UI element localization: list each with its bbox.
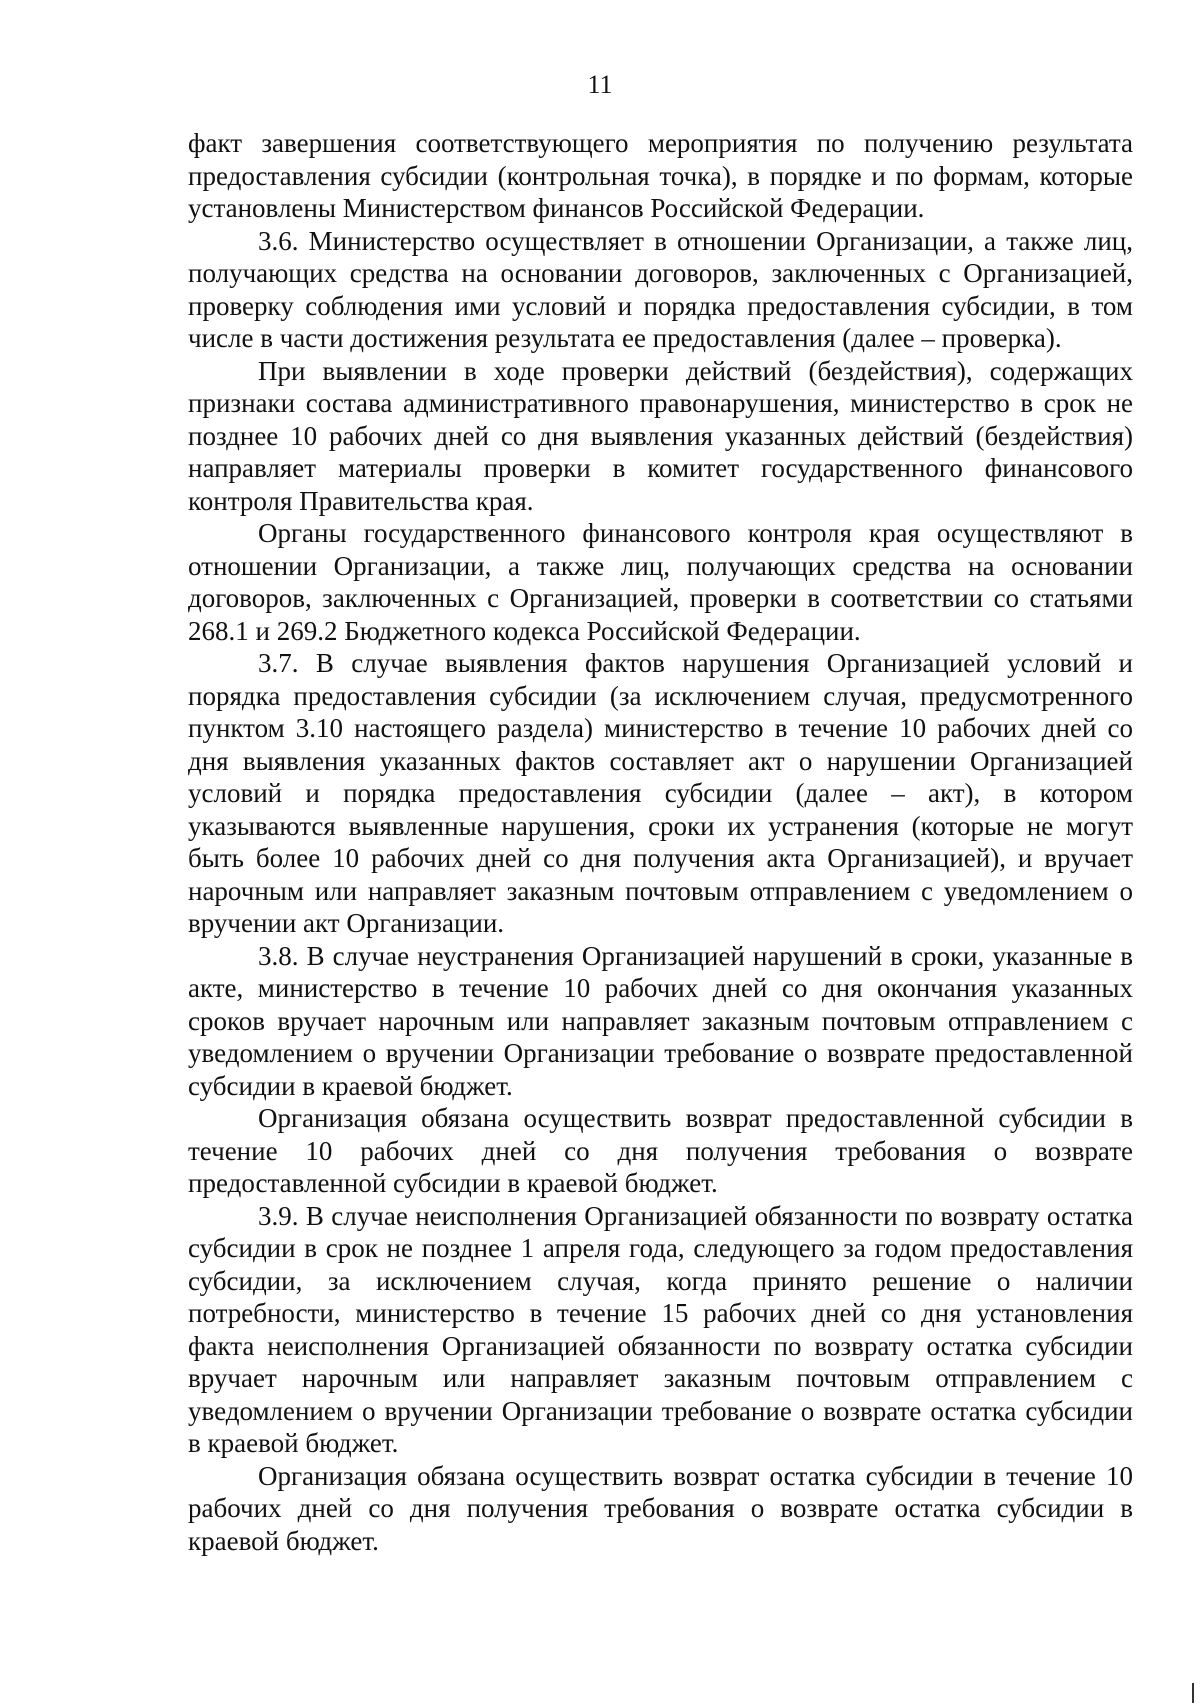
page-number: 11 xyxy=(587,70,613,99)
paragraph-3-7: 3.7. В случае выявления фактов нарушения Организацией условий и порядка предоставления субсидии (за исключением случая, предусмотренного пунктом 3.10 настоящего раздела) министерство в течение 10 рабочих дней со дня выявления указанных фактов составляет акт о нарушении Организацией условий и порядка предоставления субсидии (далее – акт), в котором указываются выявленные нарушения, сроки их устранения (которые не могут быть более 10 рабочих дней со дня получения акта Организацией), и вручает нарочным или направляет заказным почтовым отправлением с уведомлением о вручении акт Организации. xyxy=(188,648,1133,938)
paragraph-violation-detection: При выявлении в ходе проверки действий (бездействия), содержащих признаки состава административного правонарушения, министерство в срок не позднее 10 рабочих дней со дня выявления указанных действий (бездействия) направляет материалы проверки в комитет государственного финансового контроля Правительства края. xyxy=(188,355,1133,516)
paragraph-3-9: 3.9. В случае неисполнения Организацией обязанности по возврату остатка субсидии в срок не позднее 1 апреля года, следующего за годом предоставления субсидии, за исключением случая, когда принято решение о наличии потребности, министерство в течение 15 рабочих дней со дня установления факта неисполнения Организацией обязанности по возврату остатка субсидии вручает нарочным или направляет заказным почтовым отправлением с уведомлением о вручении Организации требование о возврате остатка субсидии в краевой бюджет. xyxy=(188,1200,1133,1458)
scan-edge-mark xyxy=(1192,1683,1194,1703)
paragraph-return-remainder: Организация обязана осуществить возврат остатка субсидии в течение 10 рабочих дней со дня получения требования о возврате остатка субсидии в краевой бюджет. xyxy=(188,1460,1133,1556)
document-body xyxy=(188,127,1133,1557)
paragraph-continuation: факт завершения соответствующего мероприятия по получению результата предоставления субсидии (контрольная точка), в порядке и по формам, которые установлены Министерством финансов Российской Федерации. xyxy=(188,128,1133,223)
paragraph-financial-control: Органы государственного финансового контроля края осуществляют в отношении Организации, а также лиц, получающих средства на основании договоров, заключенных с Организацией, проверки в соответствии со статьями 268.1 и 269.2 Бюджетного кодекса Российской Федерации. xyxy=(188,518,1133,646)
paragraph-return-subsidy: Организация обязана осуществить возврат предоставленной субсидии в течение 10 рабочих дней со дня получения требования о возврате предоставленной субсидии в краевой бюджет. xyxy=(188,1103,1133,1198)
paragraph-3-8: 3.8. В случае неустранения Организацией нарушений в сроки, указанные в акте, министерство в течение 10 рабочих дней со дня окончания указанных сроков вручает нарочным или направляет заказным почтовым отправлением с уведомлением о вручении Организации требование о возврате предоставленной субсидии в краевой бюджет. xyxy=(188,940,1133,1101)
paragraph-3-6: 3.6. Министерство осуществляет в отношении Организации, а также лиц, получающих средства на основании договоров, заключенных с Организацией, проверку соблюдения ими условий и порядка предоставления субсидии, в том числе в части достижения результата ее предоставления (далее – проверка). xyxy=(188,225,1133,353)
